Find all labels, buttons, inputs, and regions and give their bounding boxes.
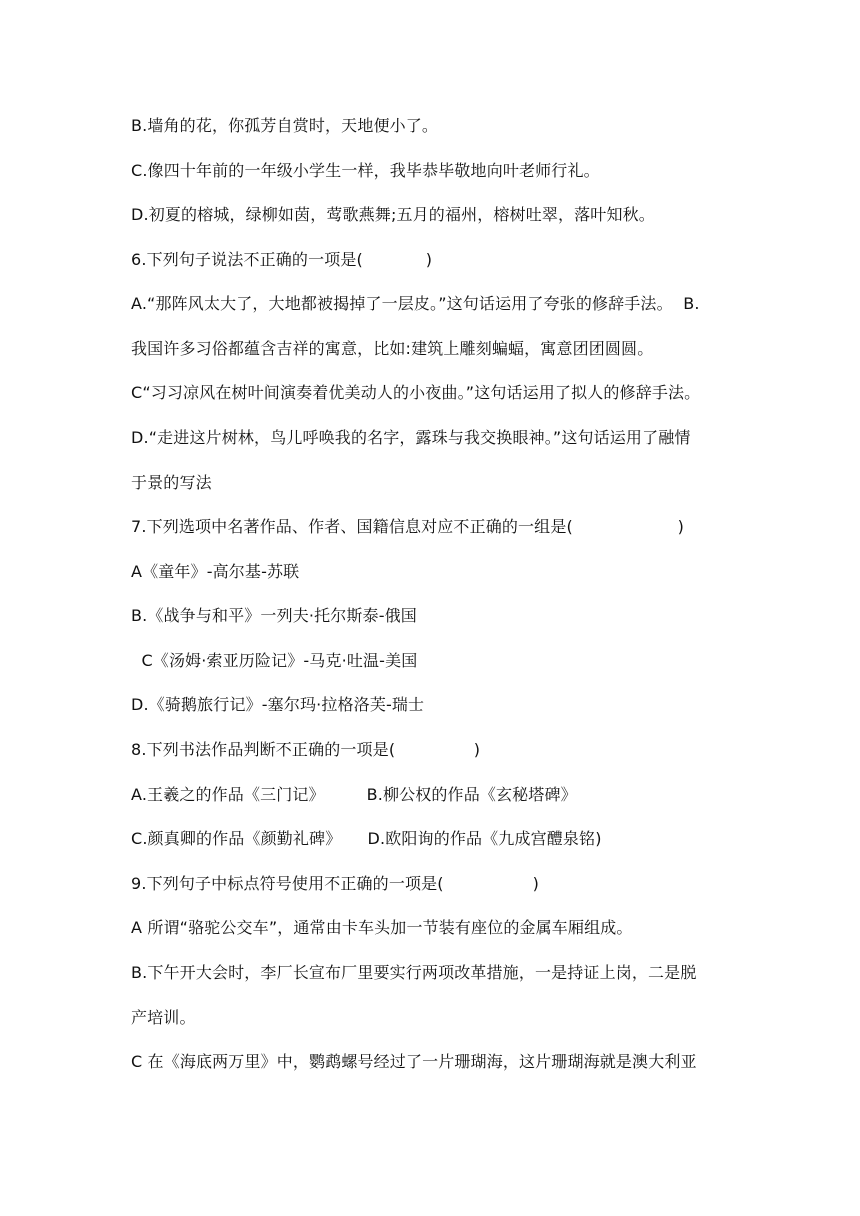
option-6d-cont: 于景的写法	[131, 473, 212, 492]
option-5c: C.像四十年前的一年级小学生一样，我毕恭毕敬地向叶老师行礼。	[131, 161, 600, 180]
options-8ab: A.王羲之的作品《三门记》 B.柳公权的作品《玄秘塔碑》	[131, 785, 577, 804]
option-9a: A 所谓“骆驼公交车”，通常由卡车头加一节装有座位的金属车厢组成。	[131, 918, 633, 937]
option-7c: C《汤姆·索亚历险记》-马克·吐温-美国	[131, 651, 418, 670]
option-5d: D.初夏的榕城，绿柳如茵，莺歌燕舞;五月的福州，榕树吐翠，落叶知秋。	[131, 205, 655, 224]
options-8cd: C.颜真卿的作品《颜勤礼碑》 D.欧阳询的作品《九成宫醴泉铭)	[131, 829, 602, 848]
option-9b: B.下午开大会时，李厂长宣布厂里要实行两项改革措施，一是持证上岗，二是脱	[131, 963, 697, 982]
option-6b: 我国许多习俗都蕴含吉祥的寓意，比如:建筑上雕刻蝙蝠，寓意团团圆圆。	[131, 339, 654, 358]
option-6d: D.“走进这片树林，鸟儿呼唤我的名字，露珠与我交换眼神。”这句话运用了融情	[131, 428, 691, 447]
question-9: 9.下列句子中标点符号使用不正确的一项是( )	[131, 874, 540, 893]
option-7a: A《童年》-高尔基-苏联	[131, 562, 300, 581]
option-6a: A.“那阵风太大了，大地都被揭掉了一层皮。”这句话运用了夸张的修辞手法。 B.	[131, 294, 700, 313]
option-7d: D.《骑鹅旅行记》-塞尔玛·拉格洛芙-瑞士	[131, 695, 425, 714]
option-5b: B.墙角的花，你孤芳自赏时，天地便小了。	[131, 116, 439, 135]
option-9c: C 在《海底两万里》中，鹦鹉螺号经过了一片珊瑚海，这片珊瑚海就是澳大利亚	[131, 1052, 697, 1071]
question-7: 7.下列选项中名著作品、作者、国籍信息对应不正确的一组是( )	[131, 517, 684, 536]
option-6c: C“习习凉风在树叶间演奏着优美动人的小夜曲。”这句话运用了拟人的修辞手法。	[131, 383, 701, 402]
question-6: 6.下列句子说法不正确的一项是( )	[131, 250, 433, 269]
question-8: 8.下列书法作品判断不正确的一项是( )	[131, 740, 481, 759]
option-9b-cont: 产培训。	[131, 1008, 196, 1027]
option-7b: B.《战争与和平》一列夫·托尔斯泰-俄国	[131, 606, 417, 625]
